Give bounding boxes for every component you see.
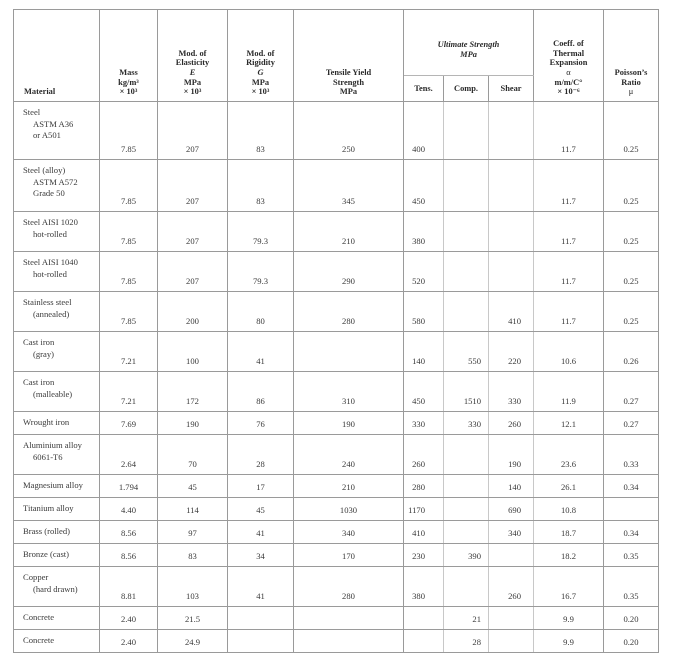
tensile-yield-cell: 310 [294, 372, 404, 412]
ultimate-shear-cell: 690 [489, 498, 534, 521]
tensile-yield-cell: 190 [294, 412, 404, 435]
material-cell: Titanium alloy [14, 498, 100, 521]
elasticity-cell: 103 [158, 567, 228, 607]
table-row [14, 607, 659, 630]
expansion-cell: 11.7 [534, 212, 604, 252]
rigidity-cell: 41 [228, 332, 294, 372]
expansion-cell: 16.7 [534, 567, 604, 607]
elasticity-cell: 207 [158, 102, 228, 160]
mass-cell: 4.40 [100, 498, 158, 521]
poisson-cell: 0.25 [604, 292, 659, 332]
header-shear: Shear [489, 76, 534, 102]
ultimate-tens-cell: 380 [404, 567, 444, 607]
ultimate-comp-cell [444, 102, 489, 160]
elasticity-cell: 97 [158, 521, 228, 544]
ultimate-tens-cell: 520 [404, 252, 444, 292]
ultimate-comp-cell: 550 [444, 332, 489, 372]
table-row [14, 521, 659, 544]
elasticity-cell: 83 [158, 544, 228, 567]
header-row-top [14, 10, 659, 76]
ultimate-shear-cell [489, 544, 534, 567]
ultimate-shear-cell [489, 102, 534, 160]
ultimate-shear-cell: 190 [489, 435, 534, 475]
expansion-cell: 11.9 [534, 372, 604, 412]
ultimate-shear-cell: 220 [489, 332, 534, 372]
rigidity-cell: 28 [228, 435, 294, 475]
header-elasticity: Mod. of Elasticity E MPa × 10³ [158, 10, 228, 102]
ultimate-comp-cell [444, 475, 489, 498]
ultimate-shear-cell: 260 [489, 412, 534, 435]
tensile-yield-cell: 250 [294, 102, 404, 160]
ultimate-tens-cell: 380 [404, 212, 444, 252]
material-cell: Brass (rolled) [14, 521, 100, 544]
ultimate-shear-cell [489, 630, 534, 653]
poisson-cell: 0.27 [604, 372, 659, 412]
rigidity-cell: 83 [228, 102, 294, 160]
header-comp: Comp. [444, 76, 489, 102]
poisson-cell: 0.25 [604, 160, 659, 212]
elasticity-cell: 207 [158, 212, 228, 252]
poisson-cell: 0.27 [604, 412, 659, 435]
ultimate-tens-cell: 450 [404, 160, 444, 212]
rigidity-cell: 80 [228, 292, 294, 332]
elasticity-cell: 70 [158, 435, 228, 475]
poisson-cell: 0.35 [604, 544, 659, 567]
table-row [14, 160, 659, 212]
elasticity-cell: 100 [158, 332, 228, 372]
table-row [14, 475, 659, 498]
poisson-cell: 0.33 [604, 435, 659, 475]
mass-cell: 1.794 [100, 475, 158, 498]
header-material: Material [14, 10, 100, 102]
material-properties-table [13, 9, 659, 653]
rigidity-cell: 79.3 [228, 212, 294, 252]
expansion-cell: 11.7 [534, 252, 604, 292]
header-tensile-yield: Tensile Yield Strength MPa [294, 10, 404, 102]
expansion-cell: 18.7 [534, 521, 604, 544]
tensile-yield-cell: 280 [294, 292, 404, 332]
ultimate-shear-cell: 260 [489, 567, 534, 607]
poisson-cell: 0.25 [604, 212, 659, 252]
material-cell: Steel ASTM A36 or A501 [14, 102, 100, 160]
material-cell: Bronze (cast) [14, 544, 100, 567]
poisson-cell: 0.20 [604, 630, 659, 653]
table-row [14, 630, 659, 653]
ultimate-shear-cell: 140 [489, 475, 534, 498]
mass-cell: 7.85 [100, 102, 158, 160]
ultimate-tens-cell: 1170 [404, 498, 444, 521]
tensile-yield-cell: 210 [294, 212, 404, 252]
table-row [14, 332, 659, 372]
header-rigidity: Mod. of Rigidity G MPa × 10³ [228, 10, 294, 102]
table-row [14, 292, 659, 332]
mass-cell: 2.64 [100, 435, 158, 475]
table-row [14, 252, 659, 292]
ultimate-comp-cell [444, 252, 489, 292]
poisson-cell: 0.25 [604, 252, 659, 292]
material-cell: Copper (hard drawn) [14, 567, 100, 607]
rigidity-cell: 34 [228, 544, 294, 567]
ultimate-tens-cell: 410 [404, 521, 444, 544]
ultimate-shear-cell: 410 [489, 292, 534, 332]
ultimate-shear-cell: 340 [489, 521, 534, 544]
header-tens: Tens. [404, 76, 444, 102]
rigidity-cell: 79.3 [228, 252, 294, 292]
elasticity-cell: 114 [158, 498, 228, 521]
poisson-cell: 0.26 [604, 332, 659, 372]
tensile-yield-cell [294, 630, 404, 653]
ultimate-shear-cell [489, 212, 534, 252]
elasticity-cell: 21.5 [158, 607, 228, 630]
expansion-cell: 10.6 [534, 332, 604, 372]
ultimate-tens-cell [404, 607, 444, 630]
tensile-yield-cell: 170 [294, 544, 404, 567]
expansion-cell: 26.1 [534, 475, 604, 498]
mass-cell: 7.85 [100, 292, 158, 332]
mass-cell: 8.56 [100, 521, 158, 544]
expansion-cell: 23.6 [534, 435, 604, 475]
ultimate-comp-cell [444, 567, 489, 607]
material-cell: Stainless steel (annealed) [14, 292, 100, 332]
mass-cell: 7.21 [100, 332, 158, 372]
poisson-cell: 0.20 [604, 607, 659, 630]
ultimate-comp-cell [444, 435, 489, 475]
ultimate-tens-cell: 260 [404, 435, 444, 475]
rigidity-cell [228, 630, 294, 653]
expansion-cell: 9.9 [534, 607, 604, 630]
mass-cell: 8.56 [100, 544, 158, 567]
expansion-cell: 18.2 [534, 544, 604, 567]
elasticity-cell: 200 [158, 292, 228, 332]
mass-cell: 7.85 [100, 252, 158, 292]
rigidity-cell: 41 [228, 521, 294, 544]
poisson-cell: 0.34 [604, 475, 659, 498]
poisson-cell [604, 498, 659, 521]
ultimate-tens-cell: 280 [404, 475, 444, 498]
elasticity-cell: 24.9 [158, 630, 228, 653]
ultimate-comp-cell: 330 [444, 412, 489, 435]
material-cell: Aluminium alloy 6061-T6 [14, 435, 100, 475]
expansion-cell: 11.7 [534, 292, 604, 332]
ultimate-tens-cell: 140 [404, 332, 444, 372]
ultimate-comp-cell: 390 [444, 544, 489, 567]
expansion-cell: 11.7 [534, 160, 604, 212]
ultimate-tens-cell: 580 [404, 292, 444, 332]
ultimate-shear-cell [489, 252, 534, 292]
tensile-yield-cell: 210 [294, 475, 404, 498]
ultimate-tens-cell: 450 [404, 372, 444, 412]
expansion-cell: 9.9 [534, 630, 604, 653]
header-thermal-expansion: Coeff. of Thermal Expansion α m/m/C° × 10⁻⁶ [534, 10, 604, 102]
tensile-yield-cell: 345 [294, 160, 404, 212]
header-mass: Mass kg/m³ × 10³ [100, 10, 158, 102]
header-poisson-ratio: Poisson’s Ratio μ [604, 10, 659, 102]
table-row [14, 372, 659, 412]
material-cell: Steel (alloy) ASTM A572 Grade 50 [14, 160, 100, 212]
material-cell: Concrete [14, 607, 100, 630]
ultimate-comp-cell [444, 212, 489, 252]
expansion-cell: 11.7 [534, 102, 604, 160]
rigidity-cell: 17 [228, 475, 294, 498]
mass-cell: 7.21 [100, 372, 158, 412]
ultimate-tens-cell: 230 [404, 544, 444, 567]
table-body [14, 102, 659, 653]
ultimate-comp-cell [444, 521, 489, 544]
ultimate-comp-cell: 28 [444, 630, 489, 653]
table-row [14, 567, 659, 607]
elasticity-cell: 45 [158, 475, 228, 498]
ultimate-comp-cell: 21 [444, 607, 489, 630]
expansion-cell: 12.1 [534, 412, 604, 435]
ultimate-tens-cell [404, 630, 444, 653]
tensile-yield-cell: 280 [294, 567, 404, 607]
material-cell: Wrought iron [14, 412, 100, 435]
table-row [14, 498, 659, 521]
ultimate-comp-cell [444, 160, 489, 212]
tensile-yield-cell: 240 [294, 435, 404, 475]
tensile-yield-cell: 290 [294, 252, 404, 292]
header-ultimate-strength: Ultimate Strength MPa [404, 10, 534, 76]
elasticity-cell: 207 [158, 160, 228, 212]
ultimate-shear-cell [489, 607, 534, 630]
ultimate-shear-cell [489, 160, 534, 212]
ultimate-tens-cell: 400 [404, 102, 444, 160]
mass-cell: 2.40 [100, 630, 158, 653]
rigidity-cell: 76 [228, 412, 294, 435]
expansion-cell: 10.8 [534, 498, 604, 521]
table-row [14, 435, 659, 475]
material-cell: Steel AISI 1040 hot-rolled [14, 252, 100, 292]
material-cell: Magnesium alloy [14, 475, 100, 498]
mass-cell: 8.81 [100, 567, 158, 607]
ultimate-comp-cell [444, 498, 489, 521]
material-cell: Cast iron (gray) [14, 332, 100, 372]
rigidity-cell: 41 [228, 567, 294, 607]
ultimate-comp-cell: 1510 [444, 372, 489, 412]
rigidity-cell [228, 607, 294, 630]
poisson-cell: 0.35 [604, 567, 659, 607]
tensile-yield-cell [294, 607, 404, 630]
elasticity-cell: 207 [158, 252, 228, 292]
tensile-yield-cell: 1030 [294, 498, 404, 521]
mass-cell: 2.40 [100, 607, 158, 630]
material-cell: Steel AISI 1020 hot-rolled [14, 212, 100, 252]
material-cell: Cast iron (malleable) [14, 372, 100, 412]
ultimate-comp-cell [444, 292, 489, 332]
table-row [14, 102, 659, 160]
mass-cell: 7.69 [100, 412, 158, 435]
poisson-cell: 0.34 [604, 521, 659, 544]
elasticity-cell: 172 [158, 372, 228, 412]
rigidity-cell: 86 [228, 372, 294, 412]
elasticity-cell: 190 [158, 412, 228, 435]
table-row [14, 212, 659, 252]
rigidity-cell: 45 [228, 498, 294, 521]
tensile-yield-cell: 340 [294, 521, 404, 544]
table-row [14, 544, 659, 567]
mass-cell: 7.85 [100, 212, 158, 252]
rigidity-cell: 83 [228, 160, 294, 212]
table-row [14, 412, 659, 435]
tensile-yield-cell [294, 332, 404, 372]
poisson-cell: 0.25 [604, 102, 659, 160]
ultimate-shear-cell: 330 [489, 372, 534, 412]
ultimate-tens-cell: 330 [404, 412, 444, 435]
material-cell: Concrete [14, 630, 100, 653]
mass-cell: 7.85 [100, 160, 158, 212]
